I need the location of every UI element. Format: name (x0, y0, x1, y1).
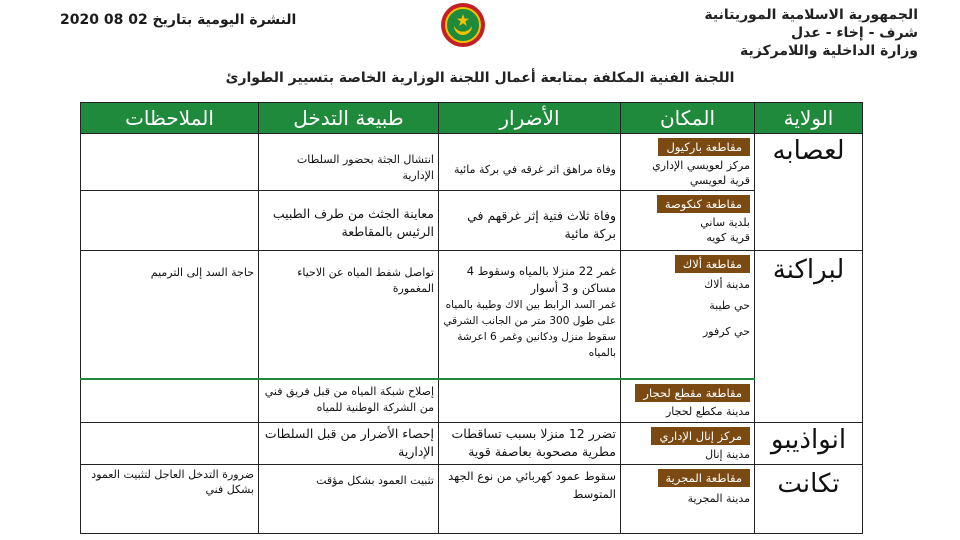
place-cell (621, 465, 755, 534)
place-line: مدينة مكطع لحجار (666, 404, 750, 418)
department-badge: مقاطعة ألاك (675, 255, 750, 273)
notes-cell (81, 134, 259, 191)
intervention-cell: انتشال الجثة بحضور السلطات الإدارية (259, 134, 439, 191)
place-line: بلدية ساني (700, 216, 750, 229)
region-nouadhibou: انواذيبو (755, 423, 863, 465)
page-title: اللجنة الفنية المكلفة بمتابعة أعمال اللجنة الوزارية الخاصة بتسيير الطوارئ (225, 70, 735, 86)
place-line: قرية لعويسي (689, 174, 750, 187)
notes-cell (81, 379, 259, 423)
department-badge: مقاطعة باركيول (658, 138, 750, 156)
notes-cell: حاجة السد إلى الترميم (81, 251, 259, 379)
table-row (81, 465, 863, 534)
place-line: مدينة المجرية (687, 492, 750, 505)
ministry-name: وزارة الداخلية واللامركزية (740, 43, 918, 59)
region-tagant: تكانت (755, 465, 863, 534)
table-row (81, 191, 863, 251)
place-line: حي طيبة (709, 299, 750, 312)
place-line: مدينة إنال (705, 448, 750, 461)
bulletin-date: النشرة اليومية بتاريخ 02 08 2020 (60, 12, 297, 28)
column-header-place: المكان (621, 103, 755, 134)
country-name: الجمهورية الاسلامية الموريتانية (704, 7, 918, 23)
place-cell (621, 423, 755, 465)
department-badge: مركز إنال الإداري (651, 427, 750, 445)
column-header-notes: الملاحظات (81, 103, 259, 134)
damage-cell: وفاة ثلاث فتية إثر غرقهم في بركة مائية (439, 191, 621, 251)
intervention-cell: إحصاء الأضرار من قبل السلطات الإدارية (259, 423, 439, 465)
place-cell (621, 251, 755, 379)
region-assaba: لعصابه (755, 134, 863, 251)
intervention-cell: معاينة الجثث من طرف الطبيب الرئيس بالمقاطعة (259, 191, 439, 251)
table-header-row (81, 103, 863, 134)
place-cell (621, 379, 755, 423)
place-cell (621, 134, 755, 191)
place-line: حي كرفور (702, 325, 750, 338)
notes-cell: ضرورة التدخل العاجل لتثبيت العمود بشكل فني (81, 465, 259, 534)
table-row (81, 423, 863, 465)
column-header-damage: الأضرار (439, 103, 621, 134)
damage-text: غمر 22 منزلا بالمياه وسقوط 4 مساكن و 3 أسوار (466, 264, 616, 295)
department-badge: مقاطعة مقطع لحجار (635, 384, 750, 402)
intervention-cell: تواصل شفط المياه عن الاحياء المغمورة (259, 251, 439, 379)
national-motto: شرف - إخاء - عدل (791, 25, 918, 41)
national-seal-icon (440, 2, 486, 48)
table-row (81, 134, 863, 191)
table-row (81, 379, 863, 423)
place-line: قرية كويه (706, 231, 750, 244)
department-badge: مقاطعة المجرية (658, 469, 751, 487)
notes-cell (81, 191, 259, 251)
intervention-cell: تثبيت العمود بشكل مؤقت (259, 465, 439, 534)
report-table (80, 102, 863, 534)
intervention-cell: إصلاح شبكة المياه من قبل فريق فني من الشركة الوطنية للمياه (259, 379, 439, 423)
damage-text: غمر السد الرابط بين الاك وطيبة بالمياه على طول 300 متر من الجانب الشرقي سقوط منزل ودكانين وغمر 6 اعرشة بالمياه (443, 299, 616, 359)
column-header-region: الولاية (755, 103, 863, 134)
place-line: مركز لعويسي الإداري (652, 159, 750, 172)
notes-cell (81, 423, 259, 465)
department-badge: مقاطعة كنكوصة (657, 195, 750, 213)
column-header-intervention: طبيعة التدخل (259, 103, 439, 134)
damage-cell (439, 379, 621, 423)
table-row (81, 251, 863, 379)
place-line: مدينة ألاك (704, 278, 750, 291)
damage-cell (439, 251, 621, 379)
place-cell (621, 191, 755, 251)
damage-cell: تضرر 12 منزلا بسبب تساقطات مطرية مصحوبة بعاصفة قوية (439, 423, 621, 465)
region-brakna: لبراكنة (755, 251, 863, 423)
document-header (704, 6, 918, 60)
damage-cell: وفاة مراهق اثر غرقه في بركة مائية (439, 134, 621, 191)
damage-cell: سقوط عمود كهربائي من نوع الجهد المتوسط (439, 465, 621, 534)
